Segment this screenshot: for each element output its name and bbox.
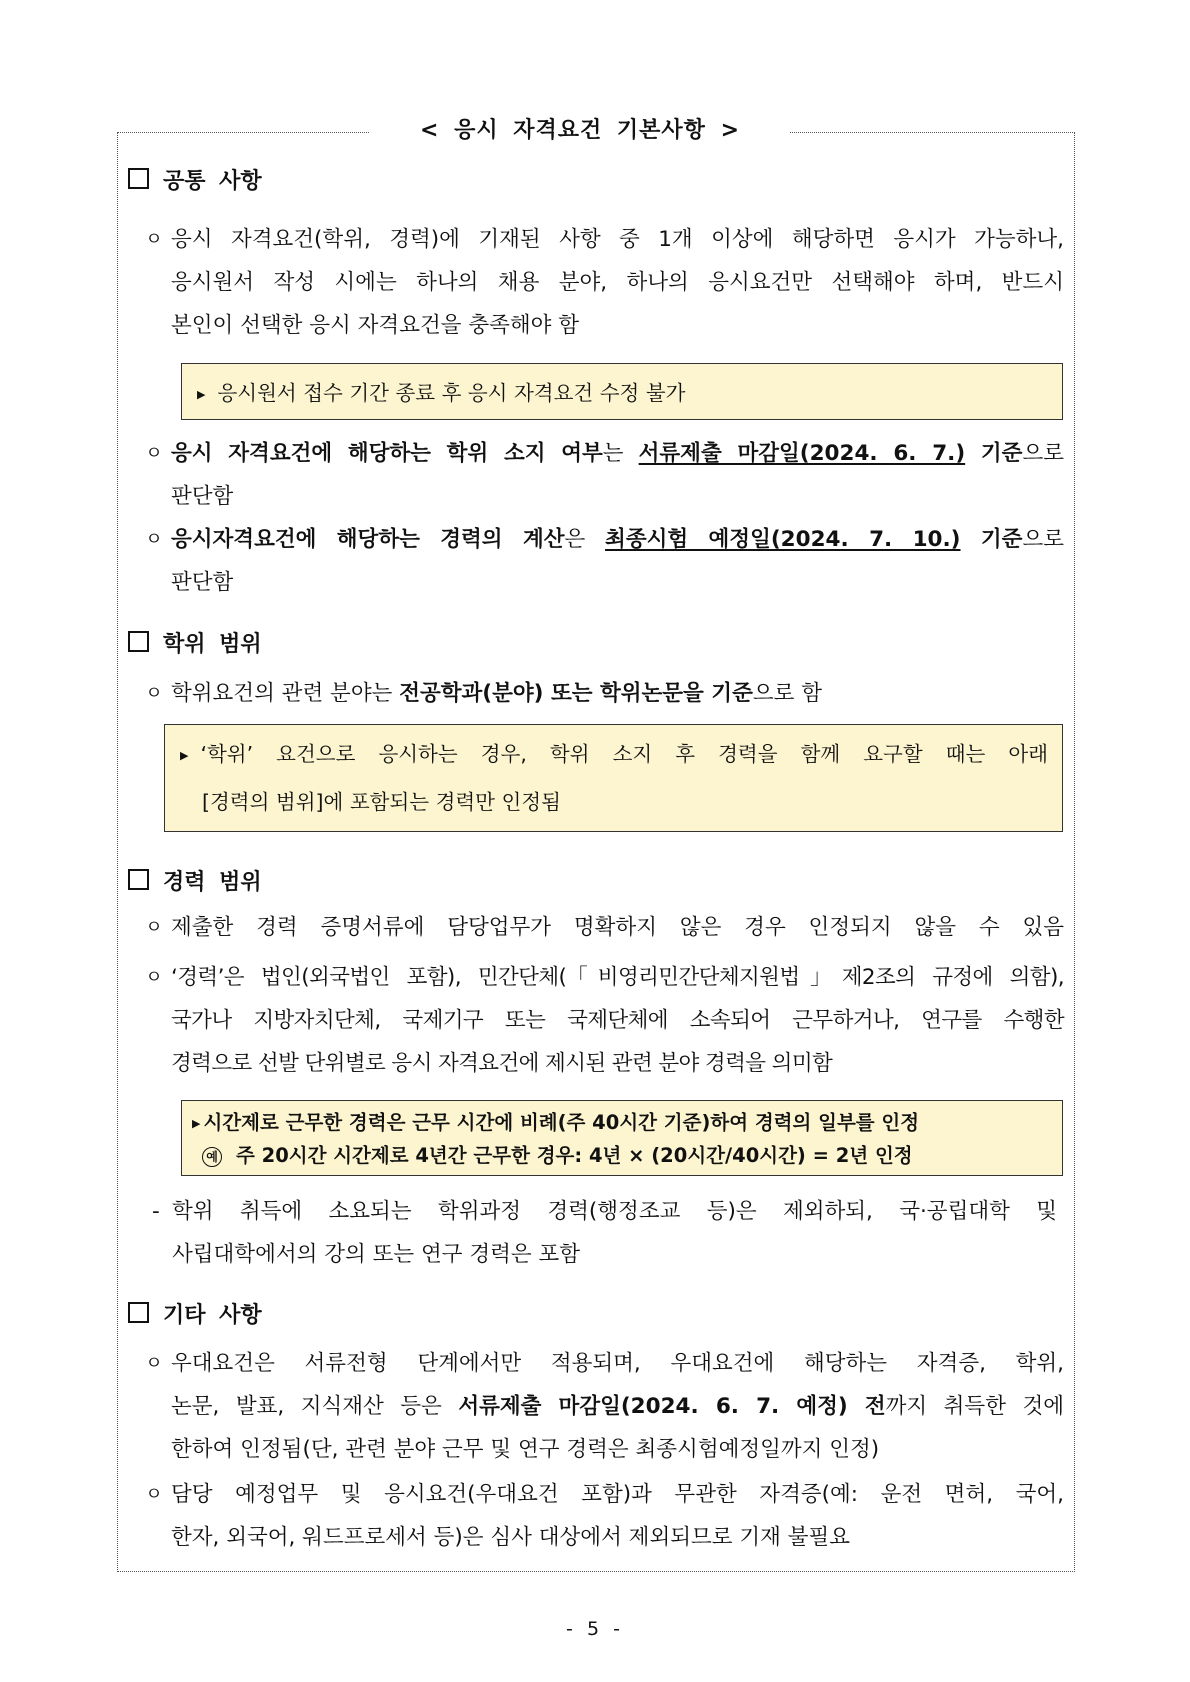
example-mark-icon: 예 — [202, 1147, 222, 1167]
section-heading-career: 경력 범위 — [128, 868, 262, 898]
circle-bullet-icon: ㅇ — [145, 917, 163, 938]
circle-bullet-icon: ㅇ — [145, 443, 163, 464]
list-item: ㅇ 담당 예정업무 및 응시요건(우대요건 포함)과 무관한 자격증(예: 운전 면허, 국어, 한자, 외국어, 워드프로세서 등)은 심사 대상에서 제외되므로 기재 불필요 — [142, 1473, 1064, 1559]
list-item: ㅇ 학위요건의 관련 분야는 전공학과(분야) 또는 학위논문을 기준으로 함 — [142, 672, 1072, 715]
checkbox-square-icon — [128, 631, 149, 652]
page-number: - 5 - — [566, 1618, 624, 1640]
page-title: < 응시 자격요건 기본사항 > — [370, 114, 790, 148]
circle-bullet-icon: ㅇ — [145, 229, 163, 250]
triangle-right-icon: ▶ — [192, 1117, 201, 1130]
note-box: ▶ 시간제로 근무한 경력은 근무 시간에 비례(주 40시간 기준)하여 경력의 일부를 인정 예 주 20시간 시간제로 4년간 근무한 경우: 4년 × (20시간/40시간) = 2년 인정 — [181, 1100, 1063, 1176]
triangle-right-icon: ▶ — [197, 388, 206, 401]
list-item: ㅇ 응시 자격요건에 해당하는 학위 소지 여부는 서류제출 마감일(2024. 6. 7.) 기준으로 판단함 — [142, 432, 1064, 518]
triangle-right-icon: ▶ — [180, 749, 189, 762]
circle-bullet-icon: ㅇ — [145, 967, 163, 988]
checkbox-square-icon — [128, 869, 149, 890]
list-item: ㅇ 우대요건은 서류전형 단계에서만 적용되며, 우대요건에 해당하는 자격증, 학위, 논문, 발표, 지식재산 등은 서류제출 마감일(2024. 6. 7. 예정) 전까지 취득한 것에 한하여 인정됨(단, 관련 분야 근무 및 연구 경력은 최종시험예정일까지 인정) — [142, 1342, 1064, 1471]
circle-bullet-icon: ㅇ — [145, 683, 163, 704]
note-box: ▶ 응시원서 접수 기간 종료 후 응시 자격요건 수정 불가 — [181, 363, 1063, 420]
section-heading-other: 기타 사항 — [128, 1301, 262, 1331]
list-item: ㅇ 제출한 경력 증명서류에 담당업무가 명확하지 않은 경우 인정되지 않을 수 있음 — [142, 906, 1064, 949]
checkbox-square-icon — [128, 1302, 149, 1323]
list-item: ㅇ 응시자격요건에 해당하는 경력의 계산은 최종시험 예정일(2024. 7. 10.) 기준으로 판단함 — [142, 518, 1064, 604]
circle-bullet-icon: ㅇ — [145, 529, 163, 550]
checkbox-square-icon — [128, 168, 149, 189]
list-item: ㅇ ‘경력’은 법인(외국법인 포함), 민간단체(「비영리민간단체지원법」제2조의 규정에 의함), 국가나 지방자치단체, 국제기구 또는 국제단체에 소속되어 근무하거나, 연구를 수행한 경력으로 선발 단위별로 응시 자격요건에 제시된 관련 분야 경력을 의미함 — [142, 956, 1064, 1085]
list-item: ㅇ 응시 자격요건(학위, 경력)에 기재된 사항 중 1개 이상에 해당하면 응시가 가능하나, 응시원서 작성 시에는 하나의 채용 분야, 하나의 응시요건만 선택해야 하며, 반드시 본인이 선택한 응시 자격요건을 충족해야 함 — [142, 218, 1064, 347]
dash-item: - 학위 취득에 소요되는 학위과정 경력(행정조교 등)은 제외하되, 국·공립대학 및 사립대학에서의 강의 또는 연구 경력은 포함 — [152, 1199, 1057, 1267]
circle-bullet-icon: ㅇ — [145, 1353, 163, 1374]
note-box: ▶ ‘학위’ 요건으로 응시하는 경우, 학위 소지 후 경력을 함께 요구할 때는 아래 [경력의 범위]에 포함되는 경력만 인정됨 — [164, 724, 1063, 832]
section-heading-common: 공통 사항 — [128, 167, 262, 197]
circle-bullet-icon: ㅇ — [145, 1484, 163, 1505]
section-heading-degree: 학위 범위 — [128, 630, 262, 660]
